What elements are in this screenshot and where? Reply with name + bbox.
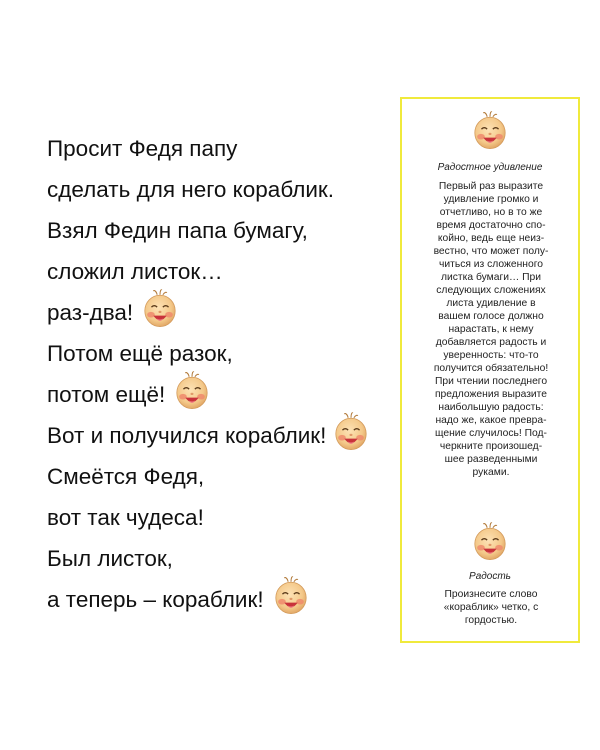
smiling-baby-face-icon bbox=[272, 576, 310, 616]
poem-line-text: раз-два! bbox=[47, 300, 134, 325]
tip-line: уверенность: что-то bbox=[443, 350, 539, 361]
tip-line: надо же, какое превра- bbox=[435, 415, 547, 426]
poem-line bbox=[47, 415, 370, 456]
poem-line-text: сделать для него кораблик. bbox=[47, 177, 334, 202]
poem-line bbox=[47, 579, 370, 620]
tip-line: При чтении последнего bbox=[434, 376, 548, 387]
poem-line bbox=[47, 128, 370, 169]
smiling-baby-face-icon bbox=[141, 289, 179, 329]
smiling-baby-face-icon bbox=[471, 522, 509, 562]
smiling-baby-face-icon bbox=[173, 371, 211, 411]
tip-line: вашем голосе должно bbox=[438, 311, 544, 322]
tip-line: листа удивление в bbox=[446, 298, 536, 309]
tip-line: койно, ведь еще неиз- bbox=[437, 233, 545, 244]
poem-line bbox=[47, 333, 370, 374]
tip-title-joy: Радость bbox=[469, 571, 511, 582]
tip-line: щение случилось! Под- bbox=[435, 428, 547, 439]
poem-line-text: вот так чудеса! bbox=[47, 505, 204, 530]
poem-line-text: Был листок, bbox=[47, 546, 173, 571]
tip-line: удивление громко и bbox=[443, 194, 539, 205]
tip-line: черкните произошед- bbox=[439, 441, 543, 452]
poem-line bbox=[47, 456, 370, 497]
tip-line: нарастать, к нему bbox=[448, 324, 534, 335]
poem-line bbox=[47, 538, 370, 579]
tip-line: добавляется радость и bbox=[435, 337, 547, 348]
tip-line: «кораблик» четко, с bbox=[443, 602, 539, 613]
tip-line: следующих сложениях bbox=[436, 285, 546, 296]
poem-line-text: сложил листок… bbox=[47, 259, 223, 284]
poem-line bbox=[47, 497, 370, 538]
poem-line bbox=[47, 169, 370, 210]
tip-line: Произнесите слово bbox=[444, 589, 538, 600]
poem-line bbox=[47, 374, 370, 415]
poem-line-text: Просит Федя папу bbox=[47, 136, 238, 161]
tip-line: руками. bbox=[472, 467, 510, 478]
tips-sidebar bbox=[400, 97, 580, 643]
poem-line-text: Взял Федин папа бумагу, bbox=[47, 218, 308, 243]
poem-line bbox=[47, 210, 370, 251]
poem-line-text: Смеётся Федя, bbox=[47, 464, 205, 489]
poem-line bbox=[47, 292, 370, 333]
tip-line: предложения выразите bbox=[434, 389, 548, 400]
tip-line: отчетливо, но в то же bbox=[439, 207, 543, 218]
poem-line bbox=[47, 251, 370, 292]
poem-line-text: Потом ещё разок, bbox=[47, 341, 233, 366]
tip-text-joy bbox=[410, 588, 572, 627]
tip-line: Первый раз выразите bbox=[438, 181, 544, 192]
tip-line: читься из сложенного bbox=[439, 259, 543, 270]
poem bbox=[47, 128, 370, 620]
tip-text-surprise bbox=[410, 180, 572, 479]
tip-title-surprise: Радостное удивление bbox=[437, 162, 543, 173]
tip-line: гордостью. bbox=[464, 615, 518, 626]
tip-line: шее разведенными bbox=[444, 454, 538, 465]
poem-line-text: а теперь – кораблик! bbox=[47, 587, 264, 612]
smiling-baby-face-icon bbox=[332, 412, 370, 452]
tip-line: время достаточно спо- bbox=[436, 220, 546, 231]
tip-line: получится обязательно! bbox=[433, 363, 549, 374]
poem-line-text: Вот и получился кораблик! bbox=[47, 423, 327, 448]
smiling-baby-face-icon bbox=[471, 111, 509, 151]
poem-line-text: потом ещё! bbox=[47, 382, 166, 407]
tip-line: листка бумаги… При bbox=[441, 272, 541, 283]
tip-line: вестно, что может полу- bbox=[433, 246, 549, 257]
tip-line: наибольшую радость: bbox=[438, 402, 544, 413]
